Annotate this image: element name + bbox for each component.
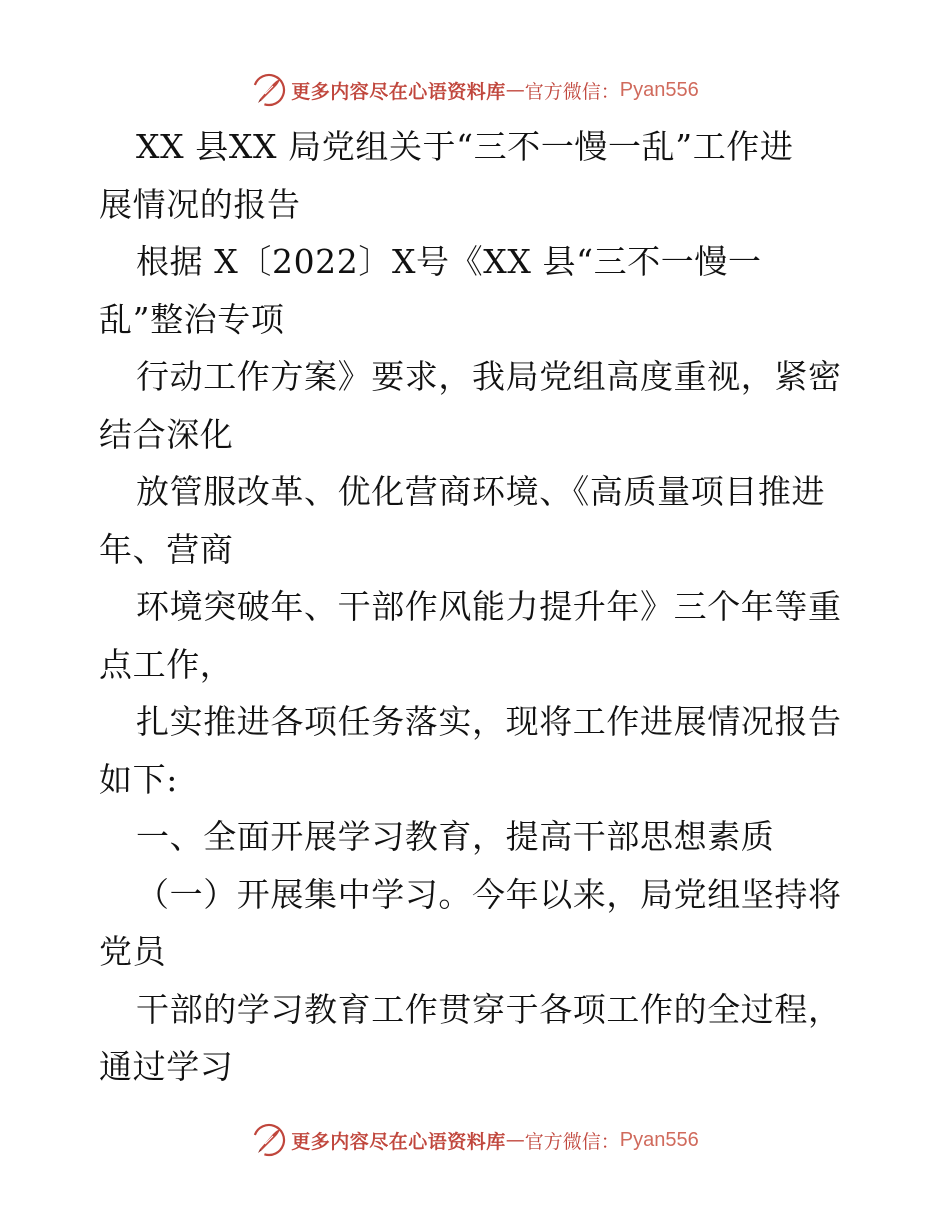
footer-wechat-label: 官方微信： xyxy=(524,1130,620,1153)
header-separator: — xyxy=(505,79,525,101)
footer-watermark xyxy=(0,1120,950,1160)
title-line-1: XX 县XX 局党组关于“三不一慢一乱”工作进 xyxy=(136,127,794,166)
header-watermark xyxy=(0,70,950,110)
footer-promo-text: 更多内容尽在心语资料库 xyxy=(291,1130,506,1153)
paragraph-line: 点工作， xyxy=(99,644,234,684)
paragraph-line: 干部的学习教育工作贯穿于各项工作的全过程， xyxy=(136,989,842,1029)
paragraph-line: 扎实推进各项任务落实，现将工作进展情况报告 xyxy=(136,702,842,741)
document-body xyxy=(99,118,859,1096)
paragraph-line: 乱”整治专项 xyxy=(99,299,285,339)
footer-account-id: Pyan556 xyxy=(619,1128,699,1151)
section-heading: 一、全面开展学习教育，提高干部思想素质 xyxy=(136,817,775,856)
paragraph-line: 年、营商 xyxy=(99,529,234,569)
subsection-line: （一）开展集中学习。今年以来，局党组坚持将 xyxy=(136,874,842,914)
paragraph-line: 党员 xyxy=(99,932,167,971)
paragraph-line: 根据 X〔2022〕X号《XX 县“三不一慢一 xyxy=(136,242,762,281)
footer-separator: — xyxy=(505,1129,525,1151)
paragraph-line: 结合深化 xyxy=(99,414,234,454)
paragraph-line: 行动工作方案》要求，我局党组高度重视，紧密 xyxy=(136,357,842,396)
paragraph-line: 如下: xyxy=(99,759,178,799)
paragraph-line: 放管服改革、优化营商环境、《高质量项目推进 xyxy=(136,472,826,511)
paragraph-line: 环境突破年、干部作风能力提升年》三个年等重 xyxy=(136,587,842,626)
header-promo-text: 更多内容尽在心语资料库 xyxy=(291,80,506,103)
paragraph-line: 通过学习 xyxy=(99,1047,234,1086)
quill-pen-logo-icon xyxy=(251,1122,287,1158)
title-line-2: 展情况的报告 xyxy=(99,184,301,224)
quill-pen-logo-icon xyxy=(251,72,287,108)
header-wechat-label: 官方微信： xyxy=(524,80,620,103)
header-account-id: Pyan556 xyxy=(619,78,699,101)
